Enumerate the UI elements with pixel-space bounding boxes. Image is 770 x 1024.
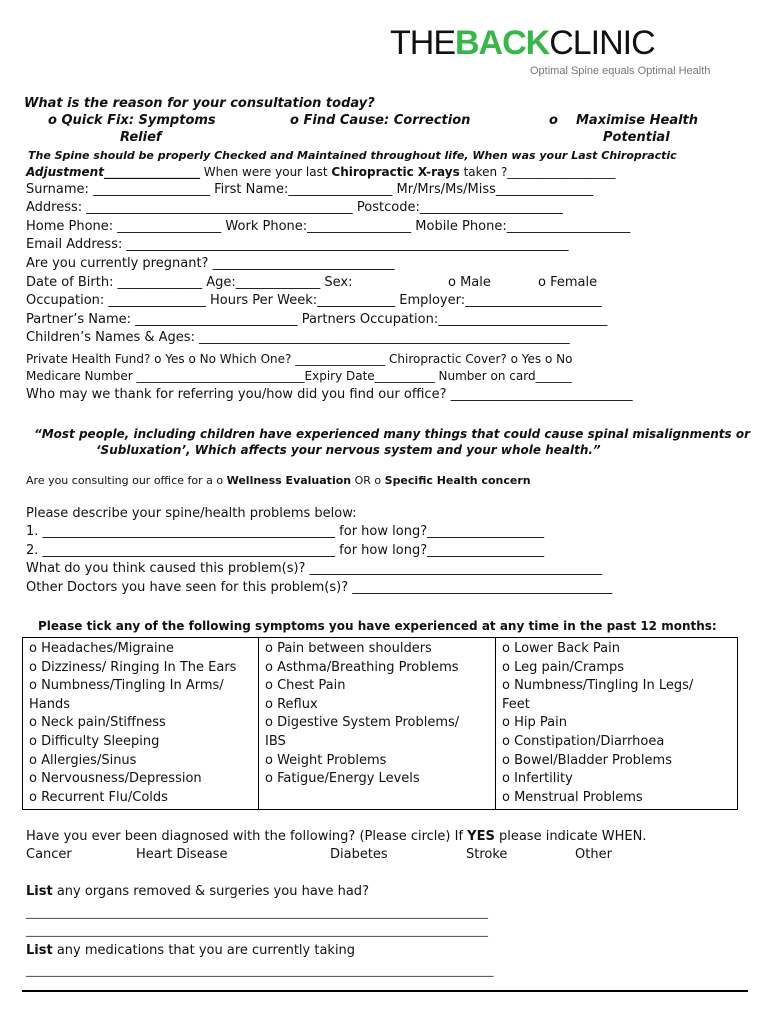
subluxation-quote: “Most people, including children have experienced many things that could cause spinal misalignments or [34, 427, 751, 441]
symptom-item[interactable]: o Pain between shoulders [265, 641, 432, 656]
symptom-item[interactable]: o Nervousness/Depression [29, 771, 202, 787]
phone-fields[interactable]: Home Phone: ________________ Work Phone:________________ Mobile Phone:___________________ [26, 219, 631, 234]
describe-problems-label: Please describe your spine/health problems below: [26, 506, 357, 521]
children-field[interactable]: Children’s Names & Ages: _________________________________________________________ [26, 330, 570, 345]
sex-female-option[interactable]: o Female [538, 275, 598, 290]
diagnosis-cancer[interactable]: Cancer [26, 847, 72, 862]
symptom-item[interactable]: o Digestive System Problems/ [265, 715, 460, 731]
symptom-item-cont: Feet [502, 696, 530, 712]
symptom-item[interactable]: o Infertility [502, 771, 573, 787]
email-field[interactable]: Email Address: ____________________________________________________________________ [26, 237, 569, 252]
cause-field[interactable]: What do you think caused this problem(s)? _____________________________________________ [26, 561, 603, 576]
symptom-item[interactable]: o Menstrual Problems [502, 789, 643, 805]
other-doctors-field[interactable]: Other Doctors you have seen for this problem(s)? ________________________________________ [26, 580, 613, 595]
symptom-item-cont: IBS [265, 733, 286, 749]
symptom-item[interactable]: o Allergies/Sinus [29, 752, 137, 768]
pregnant-field[interactable]: Are you currently pregnant? ____________________________ [26, 256, 395, 271]
symptom-item[interactable]: o Lower Back Pain [502, 641, 620, 656]
option-maximise-health[interactable]: Maximise Health [576, 113, 699, 128]
reason-question: What is the reason for your consultation today? [24, 96, 375, 111]
symptom-item[interactable]: o Numbness/Tingling In Arms/ [29, 678, 224, 694]
symptom-item[interactable]: o Numbness/Tingling In Legs/ [502, 678, 694, 694]
symptoms-col-3 [496, 638, 738, 810]
referral-field[interactable]: Who may we thank for referring you/how did you find our office? ____________________________ [26, 387, 633, 402]
symptoms-col-2 [259, 638, 496, 810]
logo-the: THE [390, 24, 455, 62]
surgeries-line-2[interactable]: ____________________________________________________________________________________ [26, 924, 488, 937]
medications-label: List any medications that you are currently taking [26, 943, 356, 958]
address-field[interactable]: Address: _________________________________________ Postcode:______________________ [26, 200, 563, 215]
symptom-item-cont: Hands [29, 696, 71, 712]
surgeries-label: List any organs removed & surgeries you have had? [26, 884, 369, 899]
sex-male-option[interactable]: o Male [448, 275, 491, 290]
diagnosed-question: Have you ever been diagnosed with the following? (Please circle) If YES please indicate WHEN. [26, 829, 647, 844]
symptom-item[interactable]: o Neck pain/Stiffness [29, 715, 166, 731]
adjustment-xray-line[interactable]: Adjustment________________ When were your last Chiropractic X-rays taken ?__________________ [26, 165, 616, 179]
logo-clinic: CLINIC [549, 24, 655, 62]
symptom-item[interactable]: o Headaches/Migraine [29, 641, 174, 656]
diagnosis-other[interactable]: Other [575, 847, 612, 862]
symptoms-col-1 [23, 638, 259, 810]
medications-line[interactable]: _____________________________________________________________________________________ [26, 964, 494, 977]
problem-1-field[interactable]: 1. _____________________________________________ for how long?__________________ [26, 524, 545, 539]
symptom-item[interactable]: o Constipation/Diarrhoea [502, 733, 665, 749]
symptom-item[interactable]: o Reflux [265, 696, 318, 712]
option-find-cause[interactable]: o Find Cause: Correction [290, 113, 471, 128]
name-field[interactable]: Surname: __________________ First Name:________________ Mr/Mrs/Ms/Miss_______________ [26, 182, 594, 197]
symptom-item[interactable]: o Recurrent Flu/Colds [29, 789, 168, 805]
occupation-field[interactable]: Occupation: _______________ Hours Per Week:____________ Employer:_____________________ [26, 293, 602, 308]
symptoms-heading: Please tick any of the following symptoms you have experienced at any time in the past 12 months: [38, 619, 717, 633]
partner-field[interactable]: Partner’s Name: _________________________ Partners Occupation:__________________________ [26, 312, 608, 327]
symptom-item[interactable]: o Hip Pain [502, 715, 567, 731]
symptom-item[interactable]: o Leg pain/Cramps [502, 659, 625, 675]
symptom-item[interactable]: o Fatigue/Energy Levels [265, 771, 420, 787]
symptom-item[interactable]: o Chest Pain [265, 678, 346, 694]
symptom-item[interactable]: o Difficulty Sleeping [29, 733, 160, 749]
option-maximise-line2: Potential [603, 130, 670, 145]
bottom-divider [22, 990, 748, 992]
logo-back: BACK [455, 24, 550, 62]
logo-tagline: Optimal Spine equals Optimal Health [530, 65, 711, 77]
symptom-item[interactable]: o Asthma/Breathing Problems [265, 659, 459, 675]
option-quick-fix-line2: Relief [120, 130, 162, 145]
diagnosis-diabetes[interactable]: Diabetes [330, 847, 388, 862]
diagnosis-heart-disease[interactable]: Heart Disease [136, 847, 228, 862]
symptoms-table [22, 637, 738, 810]
subluxation-quote-line2: ‘Subluxation’, Which affects your nervous system and your whole health.” [96, 443, 601, 457]
option-maximise-bullet[interactable]: o [549, 113, 558, 128]
medicare-field[interactable]: Medicare Number ____________________________Expiry Date__________ Number on card______ [26, 369, 572, 383]
symptom-item[interactable]: o Weight Problems [265, 752, 387, 768]
diagnosis-stroke[interactable]: Stroke [466, 847, 508, 862]
dob-age-field[interactable]: Date of Birth: _____________ Age:_____________ Sex: [26, 275, 353, 290]
symptom-item[interactable]: o Dizziness/ Ringing In The Ears [29, 659, 237, 675]
health-fund-field[interactable]: Private Health Fund? o Yes o No Which One? _______________ Chiropractic Cover? o Yes o No [26, 352, 573, 366]
consult-type-question[interactable]: Are you consulting our office for a o Wellness Evaluation OR o Specific Health concern [26, 474, 531, 487]
symptom-item[interactable]: o Bowel/Bladder Problems [502, 752, 672, 768]
option-quick-fix[interactable]: o Quick Fix: Symptoms [48, 113, 216, 128]
surgeries-line-1[interactable]: ____________________________________________________________________________________ [26, 906, 488, 919]
problem-2-field[interactable]: 2. _____________________________________________ for how long?__________________ [26, 543, 545, 558]
clinic-logo [390, 24, 655, 63]
spine-question: The Spine should be properly Checked and Maintained throughout life, When was your Last Chiropractic [28, 149, 677, 162]
